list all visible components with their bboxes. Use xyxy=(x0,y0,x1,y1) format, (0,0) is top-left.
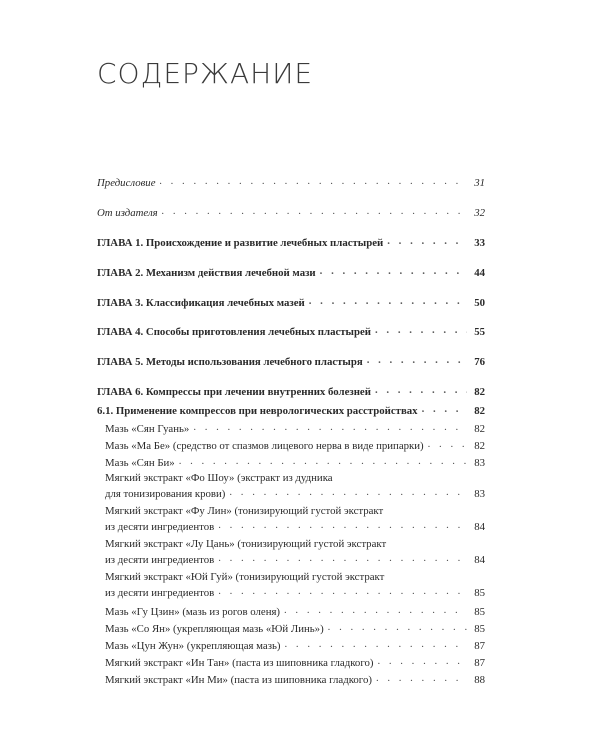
dot-leader xyxy=(193,420,467,434)
toc-entry-label-line2: для тонизирования крови) xyxy=(105,488,226,500)
toc-entry-item-multiline[interactable] xyxy=(105,570,485,600)
toc-entry-label: От издателя xyxy=(97,207,158,219)
toc-page-number: 82 xyxy=(474,440,485,452)
toc-page-number: 85 xyxy=(474,623,485,635)
toc-entry-label: ГЛАВА 6. Компрессы при лечении внутренних болезней xyxy=(97,386,371,398)
dot-leader xyxy=(375,323,467,337)
toc-page-number: 32 xyxy=(474,207,485,219)
dot-leader xyxy=(367,353,467,367)
dot-leader xyxy=(320,264,467,278)
toc-page-number: 85 xyxy=(474,587,485,599)
toc-entry-chapter-3[interactable] xyxy=(97,294,485,310)
dot-leader xyxy=(160,174,468,188)
toc-entry-chapter-5[interactable] xyxy=(97,353,485,369)
dot-leader xyxy=(162,204,467,218)
dot-leader xyxy=(285,637,467,651)
toc-entry-item[interactable] xyxy=(105,420,485,436)
toc-page-number: 87 xyxy=(474,657,485,669)
toc-entry-item[interactable] xyxy=(105,637,485,653)
toc-page-number: 88 xyxy=(474,674,485,686)
toc-entry-section-6-1[interactable] xyxy=(97,402,485,418)
toc-page-number: 76 xyxy=(474,356,485,368)
toc-entry-label: ГЛАВА 2. Механизм действия лечебной мази xyxy=(97,267,316,279)
dot-leader xyxy=(218,551,467,565)
toc-entry-item-multiline[interactable] xyxy=(105,504,485,534)
toc-entry-label: Мазь «Со Ян» (укрепляющая мазь «Юй Линь») xyxy=(105,623,324,635)
toc-entry-item[interactable] xyxy=(105,654,485,670)
toc-page-number: 82 xyxy=(474,405,485,417)
dot-leader xyxy=(328,620,467,634)
toc-entry-label: Мягкий экстракт «Ин Ми» (паста из шиповника гладкого) xyxy=(105,674,372,686)
toc-entry-preface[interactable] xyxy=(97,174,485,190)
toc-entry-label-line2: из десяти ингредиентов xyxy=(105,587,215,599)
toc-entry-label: Мазь «Гу Цзин» (мазь из рогов оленя) xyxy=(105,606,281,618)
dot-leader xyxy=(387,234,467,248)
toc-entry-label: 6.1. Применение компрессов при неврологических расстройствах xyxy=(97,405,418,417)
toc-page-number: 55 xyxy=(474,326,485,338)
toc-entry-label: Мазь «Ма Бе» (средство от спазмов лицевого нерва в виде припарки) xyxy=(105,440,424,452)
toc-entry-item-multiline[interactable] xyxy=(105,537,485,567)
dot-leader xyxy=(179,454,467,468)
toc-page-number: 44 xyxy=(474,267,485,279)
dot-leader xyxy=(377,654,467,668)
toc-entry-label: ГЛАВА 3. Классификация лечебных мазей xyxy=(97,297,305,309)
toc-entry-label: ГЛАВА 4. Способы приготовления лечебных пластырей xyxy=(97,326,372,338)
toc-page-number: 84 xyxy=(474,554,485,566)
toc-page-number: 85 xyxy=(474,606,485,618)
dot-leader xyxy=(422,402,467,416)
toc-page-number: 87 xyxy=(474,640,485,652)
toc-entry-chapter-2[interactable] xyxy=(97,264,485,280)
toc-entry-label-line1: Мягкий экстракт «Юй Гуй» (тонизирующий густой экстракт xyxy=(105,571,385,583)
toc-entry-chapter-1[interactable] xyxy=(97,234,485,250)
toc-entry-label-line2: из десяти ингредиентов xyxy=(105,521,215,533)
dot-leader xyxy=(375,383,467,397)
toc-page-number: 33 xyxy=(474,237,485,249)
toc-entry-item[interactable] xyxy=(105,437,485,453)
toc-page-number: 83 xyxy=(474,488,485,500)
toc-entry-label: Мягкий экстракт «Ин Тан» (паста из шиповника гладкого) xyxy=(105,657,374,669)
dot-leader xyxy=(376,671,467,685)
toc-entry-chapter-6[interactable] xyxy=(97,383,485,399)
toc-entry-item[interactable] xyxy=(105,620,485,636)
toc-page-number: 84 xyxy=(474,521,485,533)
toc-entry-label: Мазь «Цун Жун» (укрепляющая мазь) xyxy=(105,640,281,652)
toc-entry-item[interactable] xyxy=(105,671,485,687)
toc-page-number: 31 xyxy=(474,177,485,189)
toc-page-number: 82 xyxy=(474,423,485,435)
toc-page-number: 82 xyxy=(474,386,485,398)
toc-entry-from-publisher[interactable] xyxy=(97,204,485,220)
dot-leader xyxy=(309,294,467,308)
toc-entry-label: Мазь «Сян Би» xyxy=(105,457,175,469)
toc-entry-label: ГЛАВА 1. Происхождение и развитие лечебных пластырей xyxy=(97,237,384,249)
toc-page-number: 50 xyxy=(474,297,485,309)
toc-entry-label: Мазь «Сян Гуань» xyxy=(105,423,190,435)
dot-leader xyxy=(284,603,467,617)
dot-leader xyxy=(428,437,467,451)
toc-entry-item-multiline[interactable] xyxy=(105,471,485,501)
toc-entry-label-line2: из десяти ингредиентов xyxy=(105,554,215,566)
toc-entry-label-line1: Мягкий экстракт «Фо Шоу» (экстракт из дудника xyxy=(105,472,333,484)
page-title: СОДЕРЖАНИЕ xyxy=(97,57,314,90)
toc-entry-label: ГЛАВА 5. Методы использования лечебного пластыря xyxy=(97,356,363,368)
toc-entry-item[interactable] xyxy=(105,603,485,619)
toc-entry-item[interactable] xyxy=(105,454,485,470)
toc-entry-label: Предисловие xyxy=(97,177,156,189)
toc-page-number: 83 xyxy=(474,457,485,469)
dot-leader xyxy=(218,584,467,598)
toc-entry-chapter-4[interactable] xyxy=(97,323,485,339)
toc-entry-label-line1: Мягкий экстракт «Фу Лин» (тонизирующий густой экстракт xyxy=(105,505,384,517)
dot-leader xyxy=(229,485,467,499)
dot-leader xyxy=(218,518,467,532)
toc-entry-label-line1: Мягкий экстракт «Лу Цань» (тонизирующий густой экстракт xyxy=(105,538,387,550)
